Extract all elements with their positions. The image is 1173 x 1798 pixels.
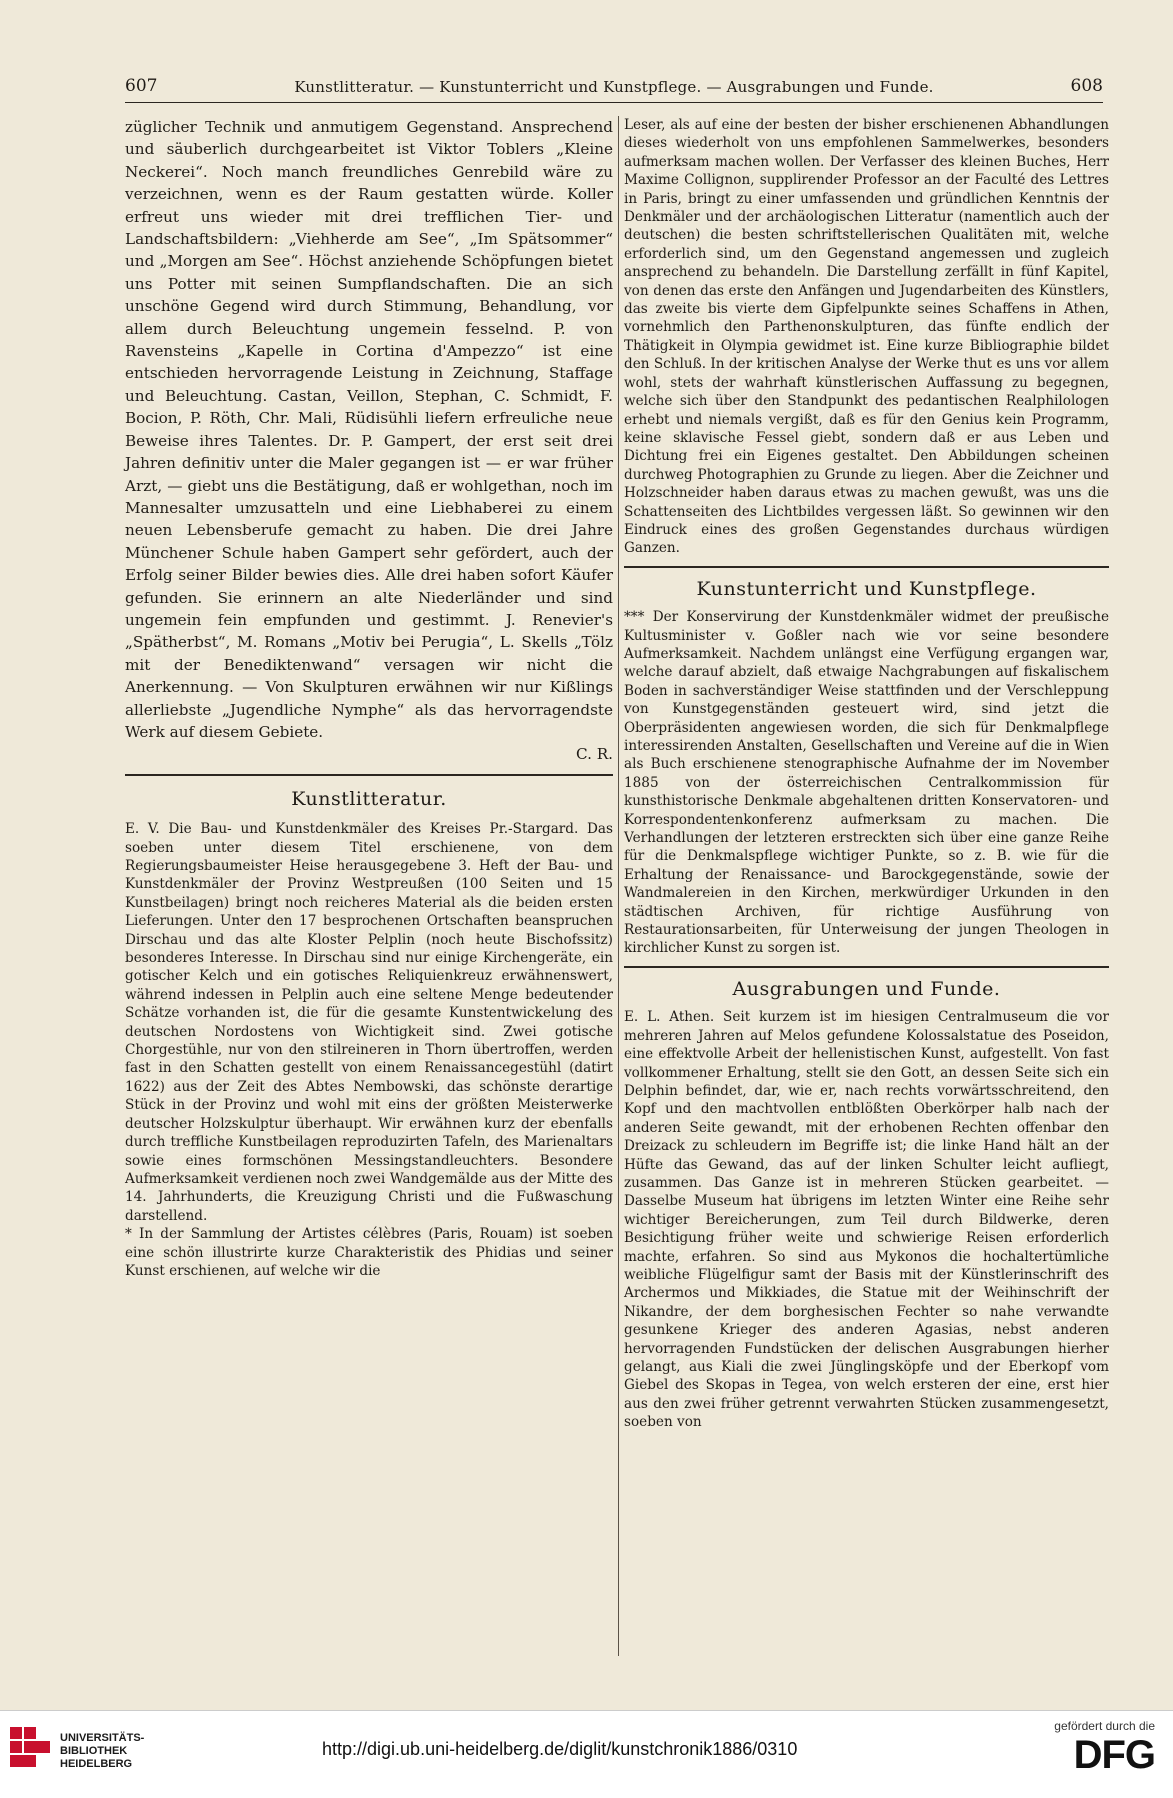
library-emblem-icon [10,1727,50,1775]
funded-by-label: gefördert durch die [1054,1719,1155,1733]
running-header [125,66,1103,103]
page-number-right: 608 [1070,76,1103,96]
article-paragraph: *** Der Konservirung der Kunstdenkmäler widmet der preußische Kultusminister v. Goßler nach wie vor seine besondere Aufmerksamkeit. Nachdem unlängst eine Verfügung ergangen war, welche darauf abzielt, daß etwaige Nachgrabungen auf fiskalischem Boden in sachverständiger Weise stattfinden und der Verschleppung von Kunstgegenständen gesteuert wird, sind jetzt die Oberpräsidenten angewiesen worden, die sich für Denkmalpflege interessirenden Anstalten, Gesellschaften und Vereine auf die in Wien als Buch erschienene stenographische Aufnahme der im November 1885 von der österreichischen Centralkommission für kunsthistorische Denkmale abgehaltenen dritten Konservatoren- und Korrespondentenkonferenz aufmerksam zu machen. Die Verhandlungen der letzteren erstreckten sich über eine ganze Reihe für die Denkmalspflege wichtiger Punkte, so z. B. wie für die Erhaltung der Renaissance- und Barockgegenstände, sowie der Wandmalereien in den Kirchen, merkwürdiger Urkunden in den städtischen Archiven, für richtige Ausführung von Restaurationsarbeiten, für Unterweisung der jungen Theologen in kirchlicher Kunst zu sorgen ist. [624,609,1109,957]
library-name: UNIVERSITÄTS- BIBLIOTHEK HEIDELBERG [60,1731,145,1770]
section-title-kunstunterricht: Kunstunterricht und Kunstpflege. [624,566,1109,598]
dfg-logo[interactable] [1054,1719,1155,1777]
article-paragraph: * In der Sammlung der Artistes célèbres (Paris, Rouam) ist soeben eine schön illustrirte kurze Charakteristik des Phidias und seiner Kunst erschienen, auf welche wir die [125,1226,613,1279]
article-paragraph: Leser, als auf eine der besten der bisher erschienenen Abhandlungen dieses wiederholt von uns empfohlenen Sammelwerkes, besonders aufmerksam machen wollen. Der Verfasser des kleinen Buches, Herr Maxime Collignon, supplirender Professor an der Faculté des Lettres in Paris, bringt zu einer umfassenden und gründlichen Kenntnis der Denkmäler und der archäologischen Litteratur (namentlich auch der deutschen) die besten schriftstellerischen Qualitäten mit, welche erforderlich sind, um den Gegenstand angemessen und zugleich ansprechend zu behandeln. Die Darstellung zerfällt in fünf Kapitel, von denen das erste den Anfängen und Jugendarbeiten des Künstlers, das zweite bis vierte dem Gipfelpunkte seines Schaffens in Athen, vornehmlich den Parthenonskulpturen, das fünfte endlich der Thätigkeit in Olympia gewidmet ist. Eine kurze Bibliographie bildet den Schluß. In der kritischen Analyse der Werke thut es uns vor allem wohl, stets der wahrhaft künstlerischen Auffassung zu begegnen, welche sich über den Standpunkt des pedantischen Realphilologen erhebt und niemals vergißt, daß es für den Genius kein Programm, keine sklavische Fessel giebt, sondern daß er aus Leben und Dichtung frei ein Eigenes gestaltet. Den Abbildungen scheinen durchweg Photographien zu Grunde zu liegen. Aber die Zeichner und Holzschneider haben daraus etwas zu machen gewußt, was uns die Schattenseiten des Lichtbildes vergessen läßt. So gewinnen wir den Eindruck eines des großen Gegenstandes durchaus würdigen Ganzen. [624,117,1109,557]
right-column [624,116,1109,1432]
column-divider [618,116,619,1656]
section-title-ausgrabungen: Ausgrabungen und Funde. [624,966,1109,998]
article-paragraph: E. V. Die Bau- und Kunstdenkmäler des Kreises Pr.-Stargard. Das soeben unter diesem Titel erschienene, von dem Regierungsbaumeister Heise herausgegebene 3. Heft der Bau- und Kunstdenkmäler der Provinz Westpreußen (100 Seiten und 15 Kunstbeilagen) bringt noch reicheres Material als die beiden ersten Lieferungen. Unter den 17 besprochenen Ortschaften beanspruchen Dirschau und das alte Kloster Pelplin (noch heute Bischofssitz) besonderes Interesse. In Dirschau sind nur einige Kirchengeräte, ein gotischer Kelch und ein gotisches Reliquienkreuz erwähnenswert, während indessen in Pelplin auch eine seltene Menge bedeutender Schätze vorhanden ist, die für die gesamte Kunstentwickelung des deutschen Nordostens von Wichtigkeit sind. Zwei gotische Chorgestühle, nur von den stilreineren in Thorn übertroffen, werden fast in den Schatten gestellt von einem Renaissancegestühl (datirt 1622) aus der Zeit des Abtes Nembowski, das schönste derartige Stück in der Provinz und wohl mit eins der größten Meisterwerke deutscher Holzskulptur überhaupt. Wir erwähnen kurz der ebenfalls durch treffliche Kunstbeilagen reproduzirten Tafeln, des Marienaltars sowie eines formschönen Messingstandleuchters. Besondere Aufmerksamkeit verdienen noch zwei Wandgemälde aus der Mitte des 14. Jahrhunderts, die Kreuzigung Christi und die Fußwaschung darstellend. [125,821,613,1224]
section-title-kunstlitteratur: Kunstlitteratur. [125,774,613,810]
author-signature: C. R. [576,745,613,764]
article-paragraph: züglicher Technik und anmutigem Gegenstand. Ansprechend und säuberlich durchgearbeitet ist Viktor Toblers „Kleine Neckerei“. Noch manch freundliches Genrebild wäre zu verzeichnen, wenn es der Raum gestatten würde. Koller erfreut uns wieder mit drei trefflichen Tier- und Landschaftsbildern: „Viehherde am See“, „Im Spätsommer“ und „Morgen am See“. Höchst anziehende Schöpfungen bietet uns Potter mit seinen Sumpflandschaften. Die an sich unschöne Gegend wird durch Stimmung, Behandlung, vor allem durch Beleuchtung ungemein fesselnd. P. von Ravensteins „Kapelle in Cortina d'Ampezzo“ ist eine entschieden hervorragende Leistung in Zeichnung, Staffage und Beleuchtung. Castan, Veillon, Stephan, C. Schmidt, F. Bocion, P. Röth, Chr. Mali, Rüdisühli liefern erfreuliche neue Beweise ihres Talentes. Dr. P. Gampert, der erst seit drei Jahren definitiv unter die Maler gegangen ist — er war früher Arzt, — giebt uns die Bestätigung, daß er wohlgethan, noch im Mannesalter umzusatteln und eine Liebhaberei zu einem neuen Lebensberufe gemacht zu haben. Die drei Jahre Münchener Schule haben Gampert sehr gefördert, auch der Erfolg seiner Bilder bewies dies. Alle drei haben sofort Käufer gefunden. Sie erinnern an alte Niederländer und sind ungemein fein empfunden und gestimmt. J. Renevier's „Spätherbst“, M. Romans „Motiv bei Perugia“, L. Skells „Tölz mit der Benediktenwand“ versagen wir nicht die Anerkennung. — Von Skulpturen erwähnen wir nur Kißlings allerliebste „Jugendliche Nymphe“ als das hervorragendste Werk auf diesem Gebiete. [125,118,613,741]
source-url-link[interactable]: http://digi.ub.uni-heidelberg.de/diglit/kunstchronik1886/0310 [322,1739,798,1759]
digitization-footer [0,1710,1173,1798]
left-column [125,116,613,1280]
page-number-left: 607 [125,76,158,96]
running-title: Kunstlitteratur. — Kunstunterricht und Kunstpflege. — Ausgrabungen und Funde. [294,78,934,96]
article-paragraph: E. L. Athen. Seit kurzem ist im hiesigen Centralmuseum die vor mehreren Jahren auf Melos gefundene Kolossalstatue des Poseidon, eine effektvolle Arbeit der hellenistischen Kunst, aufgestellt. Von fast vollkommener Erhaltung, stellt sie den Gott, an dessen Seite sich ein Delphin befindet, dar, wie er, nach rechts vorwärtsschreitend, den Kopf und den machtvollen entblößten Oberkörper halb nach der anderen Seite gewandt, mit der erhobenen Rechten offenbar den Dreizack zu schleudern im Begriffe ist; die linke Hand hält an der Hüfte das Gewand, das auf der linken Schulter leicht aufliegt, zusammen. Das Ganze ist in mehreren Stücken gearbeitet. — Dasselbe Museum hat übrigens im letzten Winter eine Reihe sehr wichtiger Bereicherungen, zum Teil durch Bildwerke, deren Besichtigung früher weite und schwierige Reisen erforderlich machte, erfahren. So sind aus Mykonos die hochaltertümliche weibliche Flügelfigur samt der Basis mit der Künstlerinschrift des Archermos und Mikkiades, die Statue mit der Weihinschrift der Nikandre, der dem borghesischen Fechter so nahe verwandte gesunkene Krieger des anderen Agasias, nebst anderen hervorragenden Fundstücken der delischen Ausgrabungen hierher gelangt, aus Kiali die zwei Jünglingsköpfe und der Eberkopf vom Giebel des Skopas in Tegea, von welch ersteren der eine, erst hier aus den zwei früher getrennt verwahrten Stücken zusammengesetzt, soeben von [624,1009,1109,1431]
dfg-mark: DFG [1073,1733,1155,1777]
library-logo[interactable] [10,1727,144,1775]
